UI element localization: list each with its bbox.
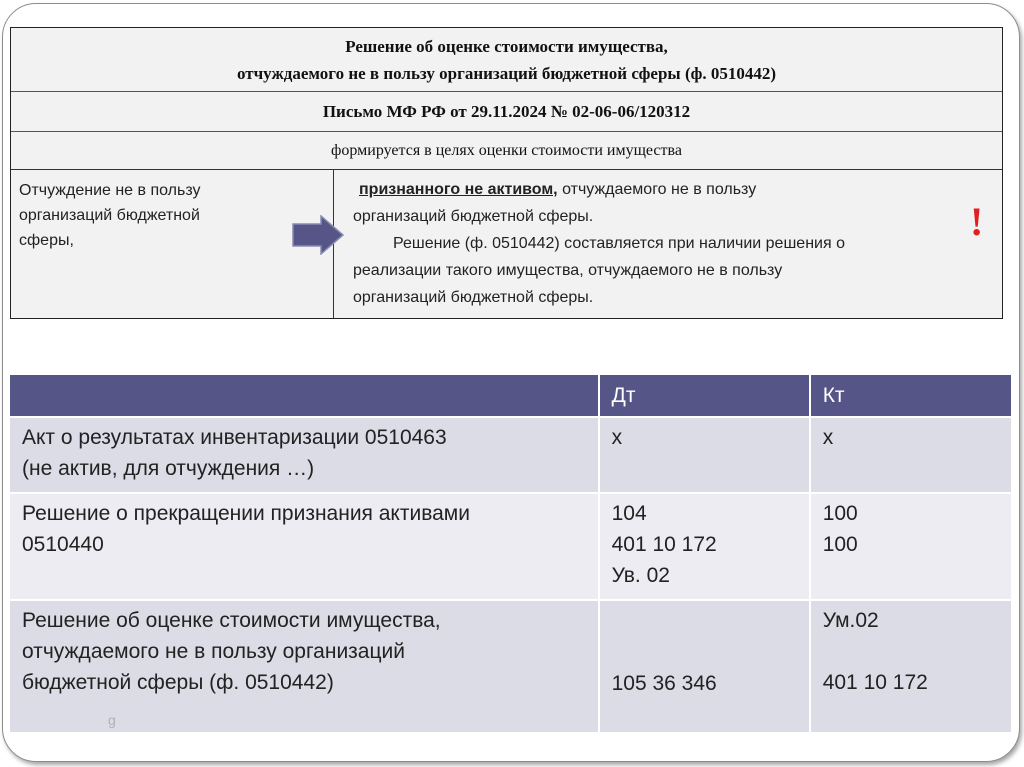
title-line-1: Решение об оценке стоимости имущества, xyxy=(345,36,668,56)
debit-cell xyxy=(599,493,810,600)
debit-cell xyxy=(599,417,810,493)
condition-line-4: реализации такого имущества, отчуждаемого не в пользу xyxy=(353,262,783,279)
condition-line-3 xyxy=(353,230,994,257)
document-line: 0510440 xyxy=(22,533,104,556)
document-cell xyxy=(10,493,599,600)
condition-line-5: организаций бюджетной сферы. xyxy=(353,289,594,306)
document-line: Акт о результатах инвентаризации 0510463 xyxy=(22,426,447,449)
debit-value: Ув. 02 xyxy=(611,564,670,587)
table-row xyxy=(10,417,1012,493)
footer-fragment: g xyxy=(108,712,116,728)
credit-cell xyxy=(810,417,1012,493)
debit-value: 104 xyxy=(611,502,647,525)
purpose-text: формируется в целях оценки стоимости имущества xyxy=(331,141,682,159)
credit-value: Ум.02 xyxy=(822,609,879,632)
accounting-entries-table xyxy=(10,375,1013,732)
credit-cell xyxy=(810,600,1012,732)
alienation-line: организаций бюджетной xyxy=(19,207,200,224)
document-line: отчуждаемого не в пользу организаций xyxy=(22,640,405,663)
title-row xyxy=(11,28,1002,92)
table-row xyxy=(10,600,1012,732)
condition-line-2: организаций бюджетной сферы. xyxy=(353,208,594,225)
document-cell xyxy=(10,417,599,493)
details-row xyxy=(11,170,1002,318)
credit-value: х xyxy=(822,426,834,449)
credit-value: 100 xyxy=(822,502,858,525)
debit-value: х xyxy=(611,426,623,449)
condition-line-3-text: Решение (ф. 0510442) составляется при наличии решения о xyxy=(393,235,845,252)
document-line: Решение о прекращении признания активами xyxy=(22,502,470,525)
header-document xyxy=(10,375,599,417)
header-debit: Дт xyxy=(599,375,810,417)
credit-value: 401 10 172 xyxy=(822,671,928,694)
purpose-row xyxy=(11,132,1002,170)
right-arrow-icon xyxy=(291,215,345,255)
letter-reference: Письмо МФ РФ от 29.11.2024 № 02-06-06/120312 xyxy=(322,101,691,121)
credit-value: 100 xyxy=(822,533,858,556)
title-line-2: отчуждаемого не в пользу организаций бюджетной сферы (ф. 0510442) xyxy=(236,63,777,83)
document-line: Решение об оценке стоимости имущества, xyxy=(22,609,441,632)
document-line: бюджетной сферы (ф. 0510442) xyxy=(22,671,334,694)
document-line: (не актив, для отчуждения …) xyxy=(22,457,315,480)
decision-info-table xyxy=(10,27,1003,319)
letter-row xyxy=(11,92,1002,132)
debit-value: 401 10 172 xyxy=(611,533,717,556)
alienation-cell xyxy=(11,170,334,318)
exclamation-mark: ! xyxy=(970,199,984,244)
condition-line-1-rest: отчуждаемого не в пользу xyxy=(557,181,757,198)
header-credit: Кт xyxy=(810,375,1012,417)
credit-cell xyxy=(810,493,1012,600)
alienation-line: сферы, xyxy=(19,232,74,249)
table-row xyxy=(10,493,1012,600)
condition-cell xyxy=(345,170,1002,318)
document-cell xyxy=(10,600,599,732)
not-asset-emphasis: признанного не активом, xyxy=(359,181,558,198)
table-header-row xyxy=(10,375,1012,417)
debit-value: 105 36 346 xyxy=(611,672,717,695)
alienation-line: Отчуждение не в пользу xyxy=(19,182,201,199)
condition-line-1 xyxy=(353,176,994,203)
debit-cell xyxy=(599,600,810,732)
